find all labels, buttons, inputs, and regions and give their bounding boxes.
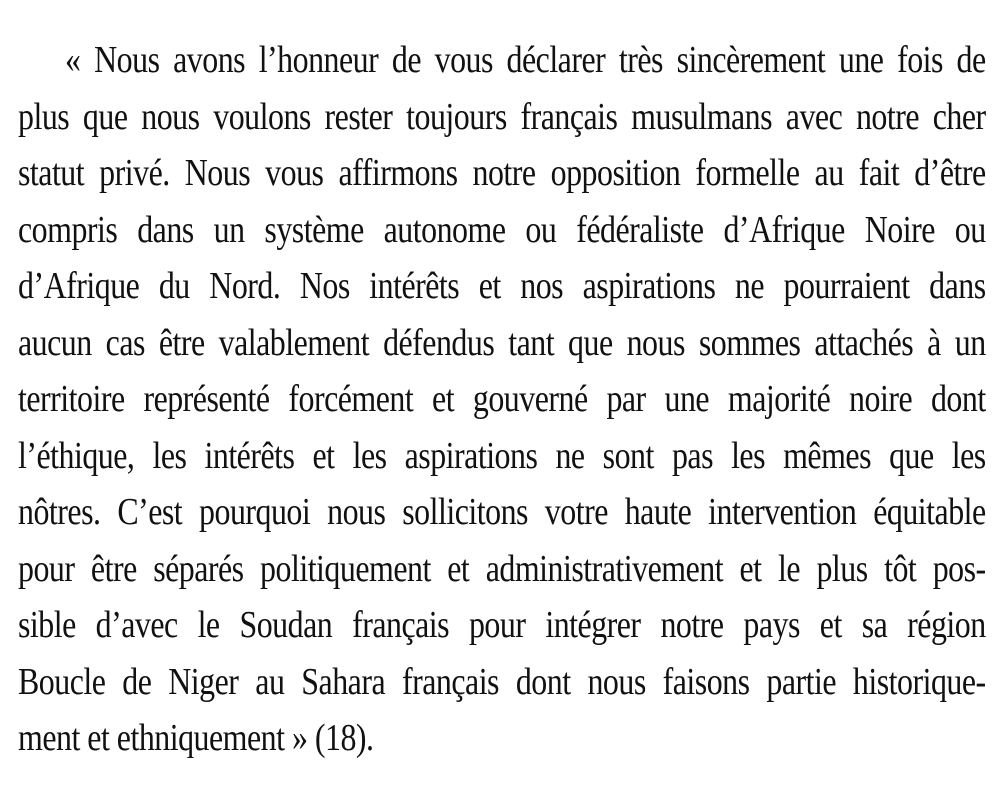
text-line: « Nous avons l’honneur de vous déclarer très sincèrement une fois de [65, 39, 986, 81]
text-line: pour être séparés politiquement et administrativement et le plus tôt pos- [18, 547, 986, 590]
text-line: Boucle de Niger au Sahara français dont nous faisons partie historique- [18, 660, 986, 703]
text-line: plus que nous voulons rester toujours français musulmans avec notre cher [18, 95, 986, 138]
text-line: statut privé. Nous vous affirmons notre opposition formelle au fait d’être [18, 152, 986, 194]
text-line: d’Afrique du Nord. Nos intérêts et nos aspirations ne pourraient dans [18, 265, 986, 307]
text-line: ment et ethniquement » (18). [18, 717, 374, 759]
quoted-paragraph [18, 32, 986, 767]
text-line: l’éthique, les intérêts et les aspirations ne sont pas les mêmes que les [18, 434, 986, 477]
text-line: territoire représenté forcément et gouverné par une majorité noire dont [18, 378, 986, 420]
text-line: nôtres. C’est pourquoi nous sollicitons votre haute intervention équitable [18, 491, 986, 533]
text-line: aucun cas être valablement défendus tant que nous sommes attachés à un [18, 321, 986, 364]
text-line: sible d’avec le Soudan français pour intégrer notre pays et sa région [18, 604, 986, 646]
text-line: compris dans un système autonome ou fédéraliste d’Afrique Noire ou [18, 208, 986, 251]
